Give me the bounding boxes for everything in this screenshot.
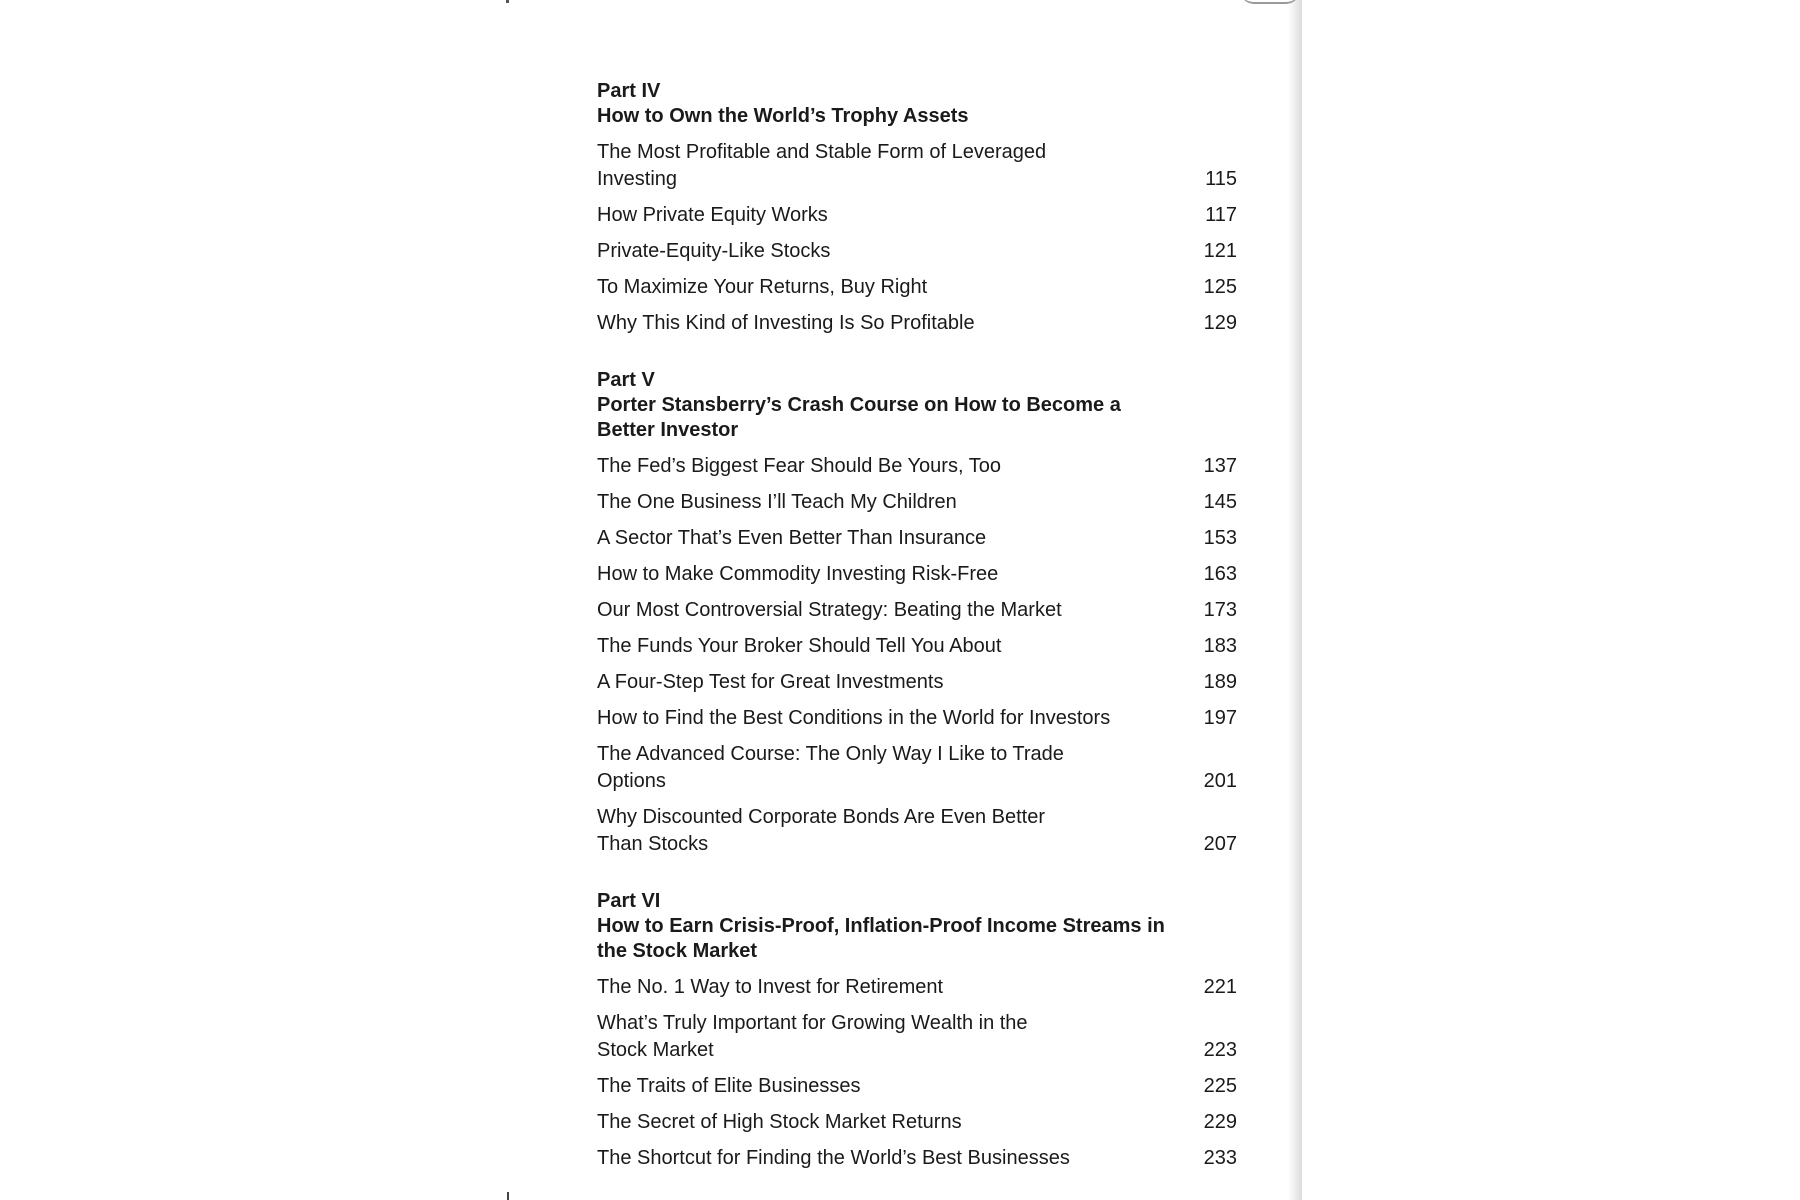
- entry-title: The Shortcut for Finding the World’s Best Businesses: [597, 1147, 1070, 1169]
- entry-title: The Secret of High Stock Market Returns: [597, 1111, 962, 1133]
- toc-entry: [597, 741, 1237, 795]
- entry-title: Our Most Controversial Strategy: Beating the Market: [597, 599, 1062, 621]
- part-label: Part V: [597, 369, 655, 391]
- entry-page-number: 173: [1203, 599, 1237, 621]
- page-corner-mark: [507, 1192, 509, 1200]
- entry-title: The Funds Your Broker Should Tell You About: [597, 635, 1002, 657]
- entry-page-number: 145: [1203, 491, 1237, 513]
- part-title: How to Own the World’s Trophy Assets: [597, 105, 969, 127]
- part-label: Part VI: [597, 890, 661, 912]
- entry-page-number: 229: [1203, 1111, 1237, 1133]
- part-v-section: [597, 367, 1237, 858]
- entry-title: How Private Equity Works: [597, 204, 828, 226]
- toc-entry: [597, 1010, 1237, 1064]
- entry-page-number: 137: [1203, 455, 1237, 477]
- toc-entry: [597, 310, 1237, 337]
- table-of-contents: [597, 78, 1237, 1200]
- entry-title: The Traits of Elite Businesses: [597, 1075, 861, 1097]
- toc-entry: [597, 1109, 1237, 1136]
- toc-entry: [597, 489, 1237, 516]
- entry-title: What’s Truly Important for Growing Wealth in the Stock Market: [597, 1012, 1028, 1061]
- entry-page-number: 183: [1203, 635, 1237, 657]
- entry-page-number: 125: [1203, 276, 1237, 298]
- entry-title: A Sector That’s Even Better Than Insurance: [597, 527, 987, 549]
- entry-page-number: 115: [1205, 168, 1237, 190]
- toc-entry: [597, 202, 1237, 229]
- part-vi-section: [597, 888, 1237, 1172]
- entry-title: To Maximize Your Returns, Buy Right: [597, 276, 928, 298]
- entry-page-number: 221: [1203, 976, 1237, 998]
- entry-title: A Four-Step Test for Great Investments: [597, 671, 944, 693]
- toc-entry: [597, 1145, 1237, 1172]
- toc-entry: [597, 974, 1237, 1001]
- toc-entry: [597, 705, 1237, 732]
- entry-title: The One Business I’ll Teach My Children: [597, 491, 957, 513]
- entry-title: How to Find the Best Conditions in the World for Investors: [597, 707, 1111, 729]
- toc-entry: [597, 633, 1237, 660]
- toc-entry: [597, 139, 1237, 193]
- entry-title: The Fed’s Biggest Fear Should Be Yours, Too: [597, 455, 1001, 477]
- toc-entry: [597, 238, 1237, 265]
- entry-page-number: 233: [1203, 1147, 1237, 1169]
- entry-page-number: 207: [1203, 833, 1237, 855]
- toc-entry: [597, 669, 1237, 696]
- entry-page-number: 121: [1203, 240, 1237, 262]
- toc-entry: [597, 453, 1237, 480]
- entry-page-number: 201: [1203, 770, 1237, 792]
- part-title: Porter Stansberry’s Crash Course on How to Become a Better Investor: [597, 394, 1121, 441]
- entry-page-number: 117: [1205, 204, 1237, 226]
- toc-entry: [597, 561, 1237, 588]
- entry-title: The Advanced Course: The Only Way I Like to Trade Options: [597, 743, 1064, 792]
- entry-title: Private-Equity-Like Stocks: [597, 240, 831, 262]
- entry-title: The Most Profitable and Stable Form of Leveraged Investing: [597, 141, 1047, 190]
- toc-entry: [597, 525, 1237, 552]
- part-title: How to Earn Crisis-Proof, Inflation-Proof Income Streams in the Stock Market: [597, 915, 1165, 962]
- entry-page-number: 189: [1203, 671, 1237, 693]
- entry-page-number: 163: [1203, 563, 1237, 585]
- toc-entry: [597, 597, 1237, 624]
- page-corner-mark: [506, 0, 509, 3]
- part-iv-section: [597, 78, 1237, 337]
- part-label: Part IV: [597, 80, 661, 102]
- entry-page-number: 129: [1203, 312, 1237, 334]
- toc-entry: [597, 274, 1237, 301]
- entry-title: The No. 1 Way to Invest for Retirement: [597, 976, 944, 998]
- page-edge-shadow: [1288, 0, 1302, 1200]
- entry-page-number: 225: [1203, 1075, 1237, 1097]
- entry-page-number: 223: [1203, 1039, 1237, 1061]
- entry-title: How to Make Commodity Investing Risk-Free: [597, 563, 999, 585]
- entry-page-number: 197: [1203, 707, 1237, 729]
- entry-page-number: 153: [1203, 527, 1237, 549]
- entry-title: Why This Kind of Investing Is So Profitable: [597, 312, 975, 334]
- toc-entry: [597, 1073, 1237, 1100]
- entry-title: Why Discounted Corporate Bonds Are Even Better Than Stocks: [597, 806, 1046, 855]
- toc-entry: [597, 804, 1237, 858]
